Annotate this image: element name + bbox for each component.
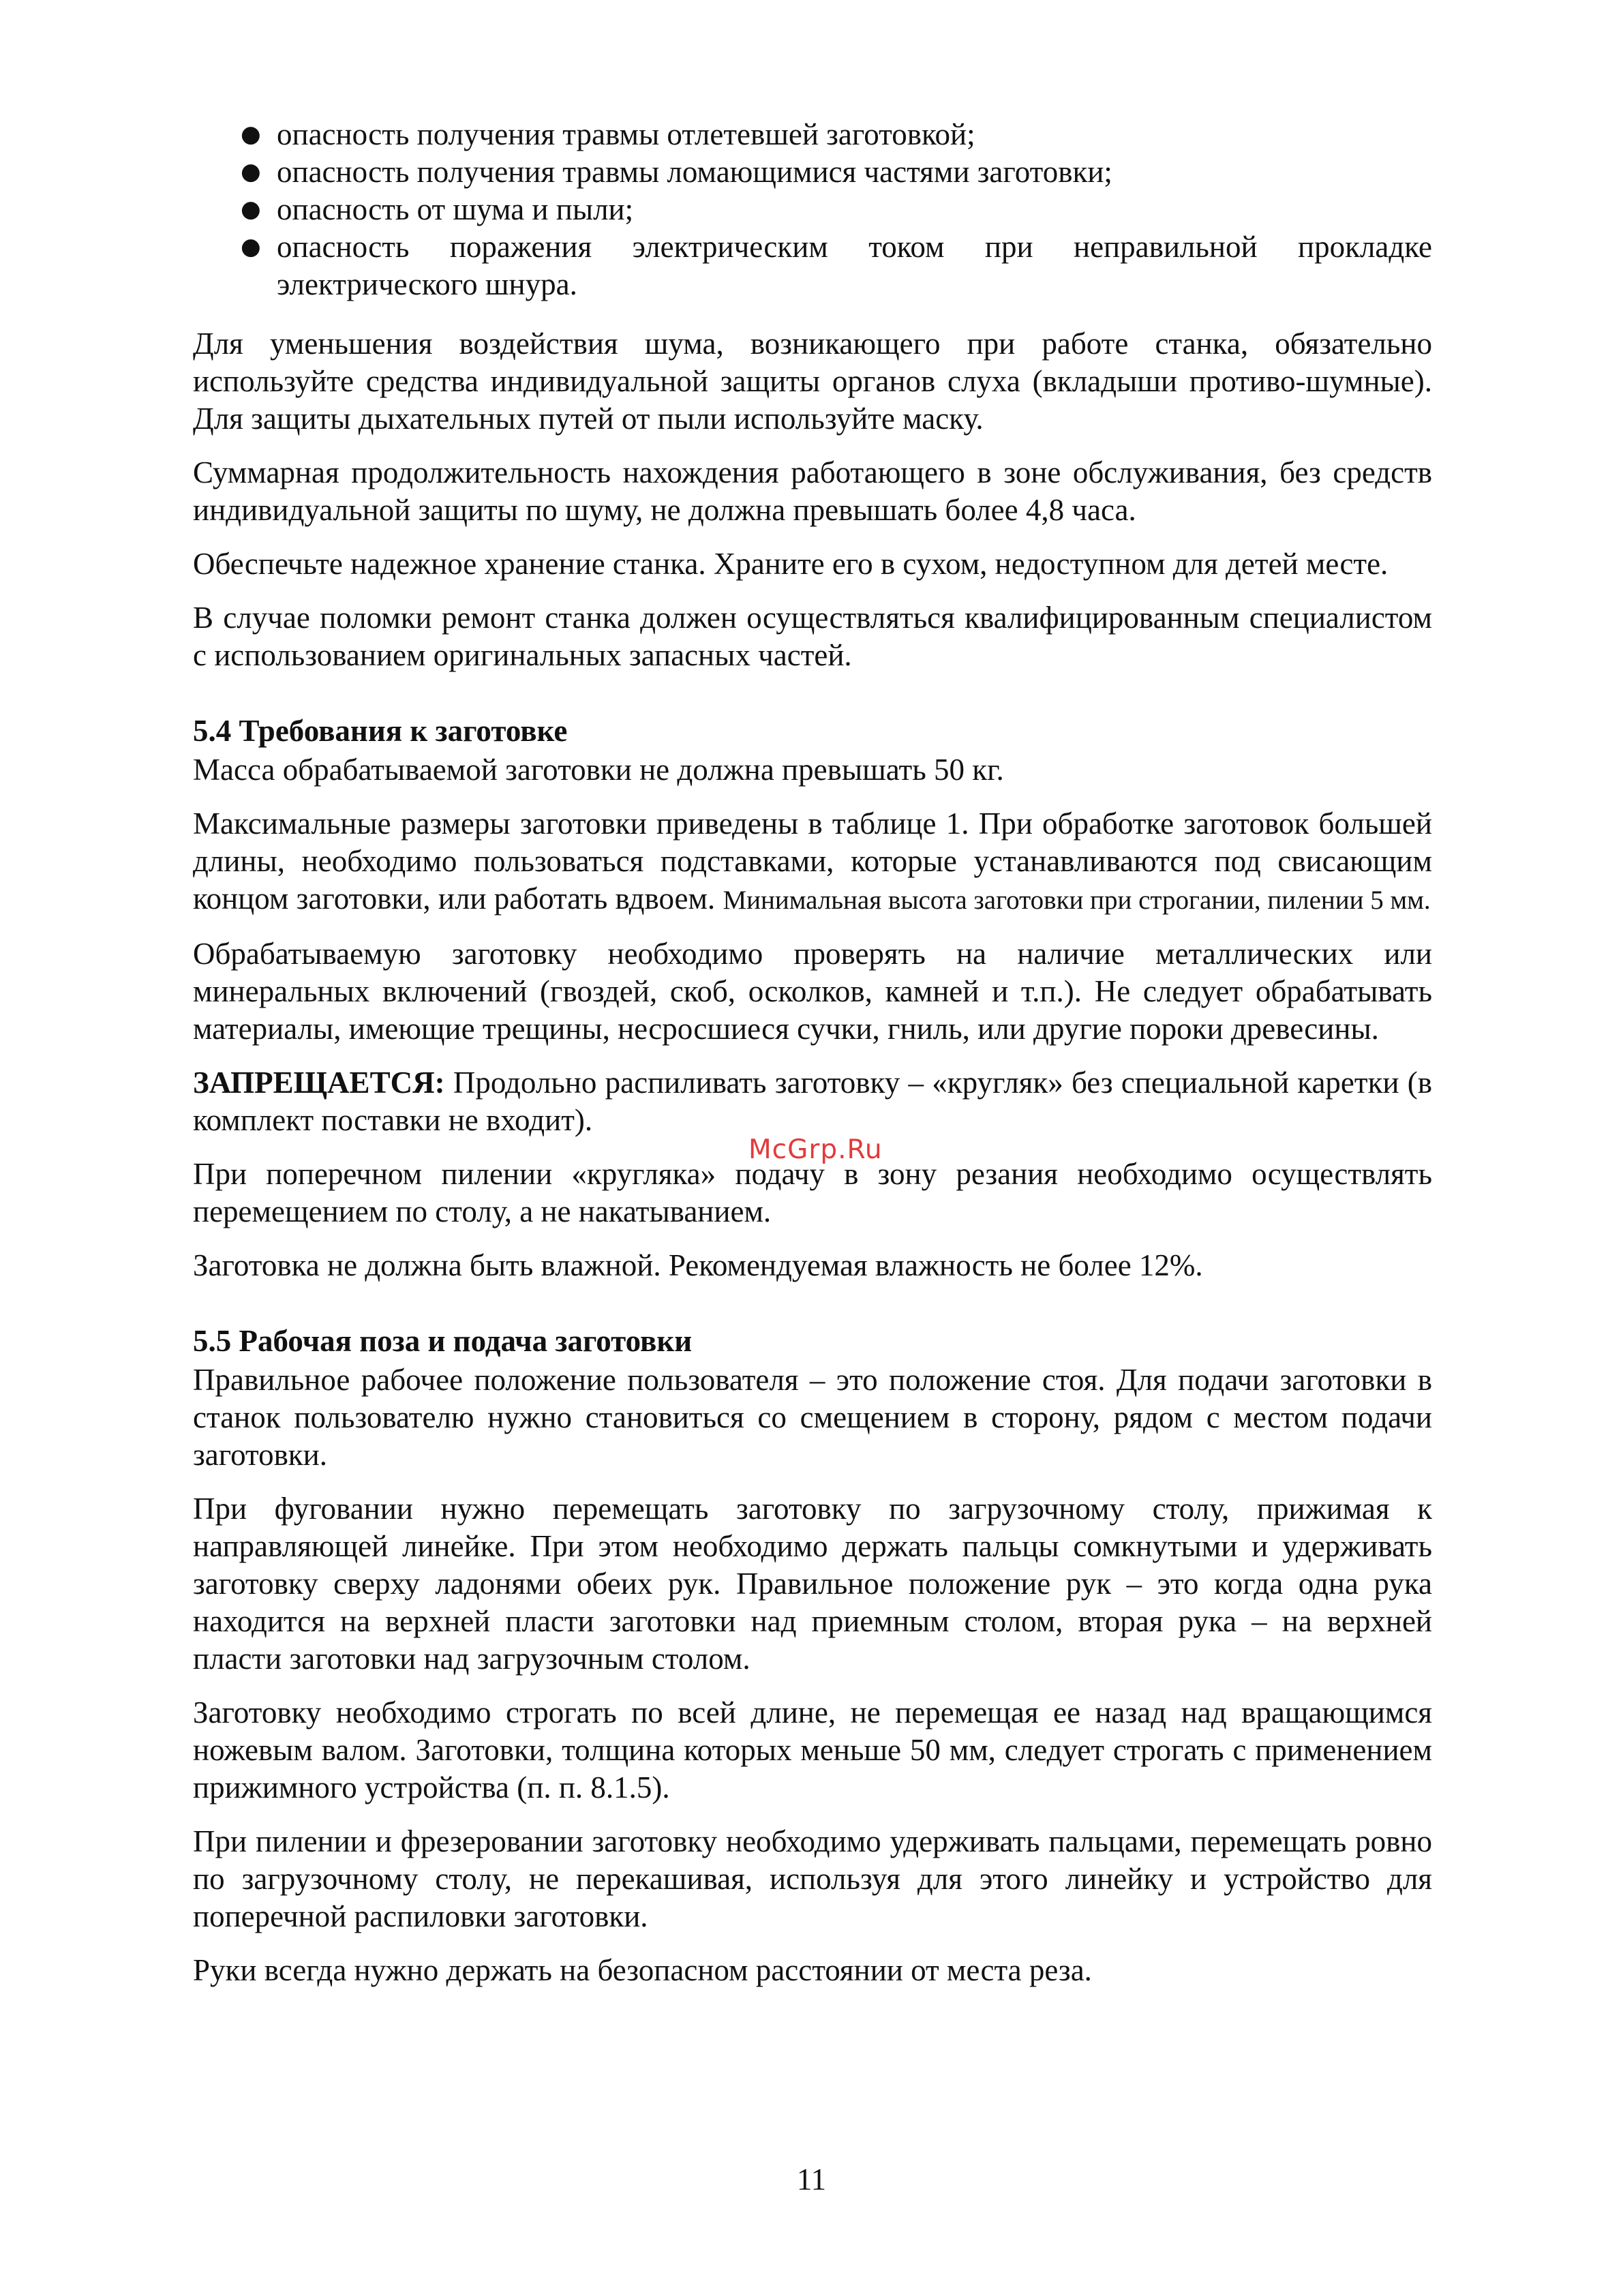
bullet-icon: ●: [241, 158, 261, 185]
list-item: ● опасность получения травмы отлетевшей заготовкой;: [193, 116, 1432, 153]
page-number: 11: [796, 2162, 827, 2196]
bullet-icon: ●: [241, 196, 261, 223]
bullet-icon: ●: [241, 233, 261, 260]
repair-paragraph: В случае поломки ремонт станка должен осуществляться квалифицированным специалистом с использованием оригинальных запасных частей.: [193, 601, 1432, 672]
section-heading-5-4: 5.4 Требования к заготовке: [193, 714, 568, 748]
workpiece-mass-paragraph: Масса обрабатываемой заготовки не должна превышать 50 кг.: [193, 753, 1004, 787]
crosscut-paragraph: При поперечном пилении «кругляка» подачу в зону резания необходимо осуществлять перемещением по столу, а не накатыванием.: [193, 1157, 1432, 1228]
working-position-paragraph: Правильное рабочее положение пользователя – это положение стоя. Для подачи заготовки в станок пользователю нужно становиться со смещением в сторону, рядом с местом подачи заготовки.: [193, 1363, 1432, 1472]
min-height-note: Минимальная высота заготовки при строгании, пилении 5 мм.: [723, 886, 1431, 915]
exposure-duration-paragraph: Суммарная продолжительность нахождения работающего в зоне обслуживания, без средств индивидуальной защиты по шуму, не должна превышать более 4,8 часа.: [193, 455, 1432, 527]
list-item: ● опасность получения травмы ломающимися частями заготовки;: [193, 153, 1432, 191]
inclusions-paragraph: Обрабатываемую заготовку необходимо проверять на наличие металлических или минеральных включений (гвоздей, скоб, осколков, камней и т.п.). Не следует обрабатывать материалы, имеющие трещины, несросшиеся сучки, гниль, или другие пороки древесины.: [193, 937, 1432, 1046]
noise-protection-paragraph: Для уменьшения воздействия шума, возникающего при работе станка, обязательно используйте средства индивидуальной защиты органов слуха (вкладыши противо-шумные). Для защиты дыхательных путей от пыли используйте маску.: [193, 327, 1432, 436]
jointing-paragraph: При фуговании нужно перемещать заготовку по загрузочному столу, прижимая к направляющей линейке. При этом необходимо держать пальцы сомкнутыми и удерживать заготовку сверху ладонями обеих рук. Правильное положение рук – это когда одна рука находится на верхней пласти заготовки над приемным столом, вторая рука – на верхней пласти заготовки над загрузочным столом.: [193, 1492, 1432, 1676]
list-item: ● опасность от шума и пыли;: [193, 191, 1432, 228]
sawing-paragraph: При пилении и фрезеровании заготовку необходимо удерживать пальцами, перемещать ровно по загрузочному столу, не перекашивая, используя для этого линейку и устройство для поперечной распиловки заготовки.: [193, 1824, 1432, 1933]
bullet-icon: ●: [241, 121, 261, 148]
prohibition-paragraph: ЗАПРЕЩАЕТСЯ: Продольно распиливать заготовку – «кругляк» без специальной каретки (в комплект поставки не входит).: [193, 1066, 1433, 1137]
page-content: [193, 116, 1432, 2006]
planing-paragraph: Заготовку необходимо строгать по всей длине, не перемещая ее назад над вращающимся ножевым валом. Заготовки, толщина которых меньше 50 мм, следует строгать с применением прижимного устройства (п. п. 8.1.5).: [193, 1695, 1432, 1804]
watermark: McGrp.Ru: [748, 1134, 883, 1165]
section-heading-5-5: 5.5 Рабочая поза и подача заготовки: [193, 1324, 693, 1358]
storage-paragraph: Обеспечьте надежное хранение станка. Храните его в сухом, недоступном для детей месте.: [193, 547, 1389, 581]
prohibition-label: ЗАПРЕЩАЕТСЯ:: [193, 1066, 445, 1100]
hazard-list: [193, 116, 1432, 303]
workpiece-size-paragraph: Максимальные размеры заготовки приведены в таблице 1. При обработке заготовок большей длины, необходимо пользоваться подставками, которые устанавливаются под свисающим концом заготовки, или работать вдвоем. Минимальная высота заготовки при строгании, пилении 5 мм.: [193, 806, 1432, 916]
moisture-paragraph: Заготовка не должна быть влажной. Рекомендуемая влажность не более 12%.: [193, 1248, 1203, 1282]
list-item: ● опасность поражения электрическим током при неправильной прокладке электрического шнура.: [241, 230, 1432, 301]
hands-safety-paragraph: Руки всегда нужно держать на безопасном расстоянии от места реза.: [193, 1953, 1092, 1987]
